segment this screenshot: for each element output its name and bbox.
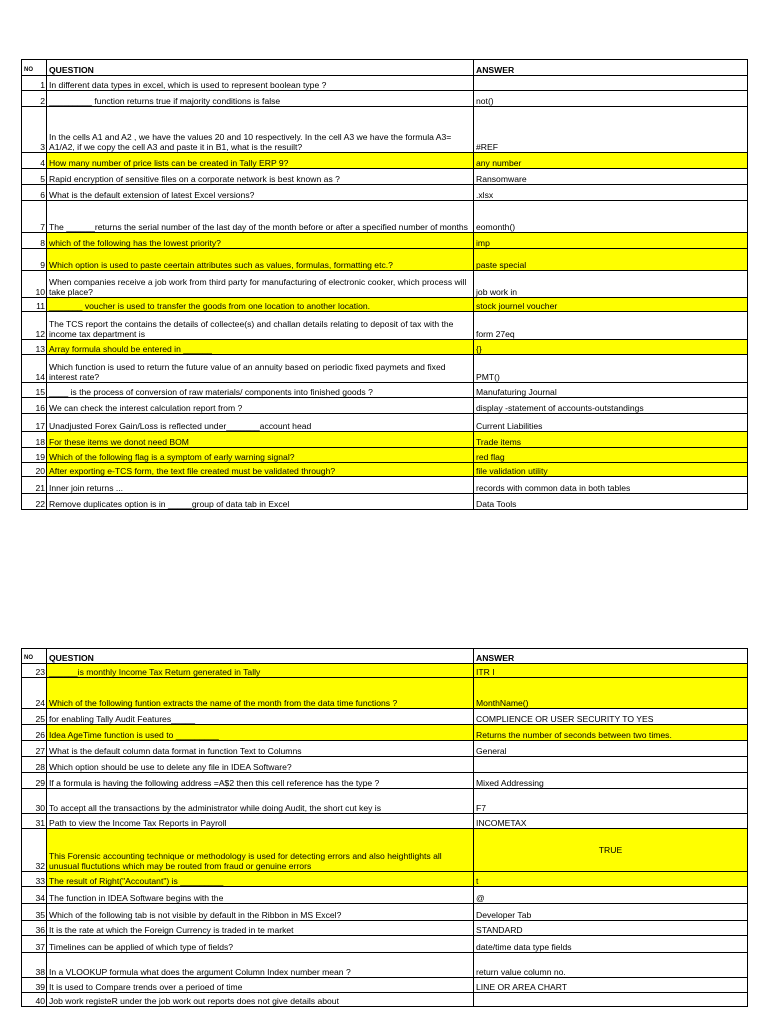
table-row	[22, 448, 748, 463]
question-cell: This Forensic accounting technique or methodology is used for detecting errors and also heightlights all unusual fluctutions which may be routed from fraud or genuine errors	[47, 829, 474, 872]
row-no: 7	[22, 201, 47, 233]
table-row	[22, 887, 748, 904]
table-row	[22, 398, 748, 414]
answer-cell: form 27eq	[474, 312, 748, 340]
table-row	[22, 298, 748, 312]
row-no: 32	[22, 829, 47, 872]
question-cell: When companies receive a job work from third party for manufacturing of electronic cooker, which process will take place?	[47, 271, 474, 298]
row-no: 1	[22, 76, 47, 91]
question-cell: The ______returns the serial number of the last day of the month before or after a specified number of months	[47, 201, 474, 233]
row-no: 19	[22, 448, 47, 463]
question-cell: Inner join returns ...	[47, 477, 474, 494]
question-cell: Path to view the Income Tax Reports in Payroll	[47, 814, 474, 829]
table-row	[22, 233, 748, 249]
answer-cell: ITR I	[474, 664, 748, 678]
table-row	[22, 936, 748, 953]
row-no: 39	[22, 978, 47, 993]
table-row	[22, 709, 748, 725]
row-no: 34	[22, 887, 47, 904]
table-row	[22, 757, 748, 773]
answer-cell: not()	[474, 91, 748, 107]
answer-cell: job work in	[474, 271, 748, 298]
table-row	[22, 921, 748, 936]
table-row	[22, 993, 748, 1007]
table-row	[22, 725, 748, 741]
table-row	[22, 904, 748, 921]
table-row	[22, 91, 748, 107]
row-no: 33	[22, 872, 47, 887]
answer-cell: Mixed Addressing	[474, 773, 748, 789]
row-no: 31	[22, 814, 47, 829]
table-row	[22, 383, 748, 398]
answer-cell: Data Tools	[474, 494, 748, 510]
answer-cell: {}	[474, 340, 748, 355]
row-no: 3	[22, 107, 47, 153]
row-no: 11	[22, 298, 47, 312]
row-no: 8	[22, 233, 47, 249]
row-no: 26	[22, 725, 47, 741]
answer-cell: #REF	[474, 107, 748, 153]
row-no: 40	[22, 993, 47, 1007]
row-no: 29	[22, 773, 47, 789]
question-cell: Which of the following tab is not visible by default in the Ribbon in MS Excel?	[47, 904, 474, 921]
answer-cell: return value column no.	[474, 953, 748, 978]
header-row	[22, 60, 748, 76]
answer-cell: Developer Tab	[474, 904, 748, 921]
row-no: 25	[22, 709, 47, 725]
table-row	[22, 953, 748, 978]
question-cell: Rapid encryption of sensitive files on a corporate network is best known as ?	[47, 169, 474, 185]
table-row	[22, 829, 748, 872]
answer-cell: Trade items	[474, 432, 748, 448]
question-cell: Timelines can be applied of which type of fields?	[47, 936, 474, 953]
answer-cell: PMT()	[474, 355, 748, 383]
table-row	[22, 185, 748, 201]
row-no: 18	[22, 432, 47, 448]
row-no: 21	[22, 477, 47, 494]
question-cell: After exporting e-TCS form, the text file created must be validated through?	[47, 463, 474, 477]
answer-cell: red flag	[474, 448, 748, 463]
table-row	[22, 153, 748, 169]
row-no: 5	[22, 169, 47, 185]
row-no: 6	[22, 185, 47, 201]
question-cell: We can check the interest calculation report from ?	[47, 398, 474, 414]
row-no: 37	[22, 936, 47, 953]
answer-cell: STANDARD	[474, 921, 748, 936]
row-no: 17	[22, 414, 47, 432]
answer-cell: COMPLIENCE OR USER SECURITY TO YES	[474, 709, 748, 725]
table-row	[22, 107, 748, 153]
header-question: QUESTION	[47, 60, 474, 76]
answer-cell: MonthName()	[474, 678, 748, 709]
table-row	[22, 872, 748, 887]
question-cell: ____ is the process of conversion of raw materials/ components into finished goods ?	[47, 383, 474, 398]
header-answer: ANSWER	[474, 60, 748, 76]
answer-cell: .xlsx	[474, 185, 748, 201]
question-cell: In a VLOOKUP formula what does the argument Column Index number mean ?	[47, 953, 474, 978]
question-cell: If a formula is having the following address =A$2 then this cell reference has the type ?	[47, 773, 474, 789]
row-no: 35	[22, 904, 47, 921]
table-row	[22, 312, 748, 340]
answer-cell: F7	[474, 789, 748, 814]
answer-cell: t	[474, 872, 748, 887]
question-cell: The TCS report the contains the details of collectee(s) and challan details relating to deposit of tax with the income tax department is	[47, 312, 474, 340]
quiz-table-2	[21, 648, 748, 1007]
row-no: 24	[22, 678, 47, 709]
row-no: 10	[22, 271, 47, 298]
row-no: 23	[22, 664, 47, 678]
question-cell: Which option is used to paste ceertain attributes such as values, formulas, formatting etc.?	[47, 249, 474, 271]
question-cell: Unadjusted Forex Gain/Loss is reflected under_______account head	[47, 414, 474, 432]
table-row	[22, 463, 748, 477]
question-cell: Which of the following flag is a symptom of early warning signal?	[47, 448, 474, 463]
answer-cell: Manufaturing Journal	[474, 383, 748, 398]
table-row	[22, 814, 748, 829]
question-cell: What is the default column data format in function Text to Columns	[47, 741, 474, 757]
row-no: 4	[22, 153, 47, 169]
answer-cell: LINE OR AREA CHART	[474, 978, 748, 993]
answer-cell: General	[474, 741, 748, 757]
question-cell: The function in IDEA Software begins with the	[47, 887, 474, 904]
question-cell: Which function is used to return the future value of an annuity based on periodic fixed paymets and fixed interest rate?	[47, 355, 474, 383]
row-no: 9	[22, 249, 47, 271]
row-no: 16	[22, 398, 47, 414]
question-cell: ______is monthly Income Tax Return generated in Tally	[47, 664, 474, 678]
answer-cell: file validation utility	[474, 463, 748, 477]
header-question: QUESTION	[47, 649, 474, 664]
question-cell: In the cells A1 and A2 , we have the values 20 and 10 respectively. In the cell A3 we have the formula A3= A1/A2, if we copy the cell A3 and paste it in B1, what is the resuilt?	[47, 107, 474, 153]
answer-cell: eomonth()	[474, 201, 748, 233]
question-cell: It is used to Compare trends over a perioed of time	[47, 978, 474, 993]
answer-cell: Returns the number of seconds between two times.	[474, 725, 748, 741]
question-cell: _______ voucher is used to transfer the goods from one location to another location.	[47, 298, 474, 312]
table-row	[22, 201, 748, 233]
header-row	[22, 649, 748, 664]
answer-cell: Ransomware	[474, 169, 748, 185]
table-row	[22, 741, 748, 757]
answer-cell	[474, 993, 748, 1007]
table-row	[22, 340, 748, 355]
table-row	[22, 773, 748, 789]
answer-cell: @	[474, 887, 748, 904]
question-cell: which of the following has the lowest priority?	[47, 233, 474, 249]
row-no: 2	[22, 91, 47, 107]
header-answer: ANSWER	[474, 649, 748, 664]
row-no: 12	[22, 312, 47, 340]
question-cell: Which option should be use to delete any file in IDEA Software?	[47, 757, 474, 773]
question-cell: Idea AgeTime function is used to _________	[47, 725, 474, 741]
table-row	[22, 789, 748, 814]
answer-cell: date/time data type fields	[474, 936, 748, 953]
answer-cell: INCOMETAX	[474, 814, 748, 829]
answer-cell: display -statement of accounts-outstandings	[474, 398, 748, 414]
table-row	[22, 249, 748, 271]
table-row	[22, 414, 748, 432]
answer-cell: records with common data in both tables	[474, 477, 748, 494]
row-no: 13	[22, 340, 47, 355]
header-no: NO	[22, 60, 47, 76]
row-no: 36	[22, 921, 47, 936]
header-no: NO	[22, 649, 47, 664]
answer-cell: TRUE	[474, 829, 748, 872]
table-row	[22, 76, 748, 91]
table-row	[22, 169, 748, 185]
table-row	[22, 432, 748, 448]
question-cell: Which of the following funtion extracts the name of the month from the data time functions ?	[47, 678, 474, 709]
answer-cell: paste special	[474, 249, 748, 271]
row-no: 20	[22, 463, 47, 477]
question-cell: Array formula should be entered in ______	[47, 340, 474, 355]
question-cell: _________ function returns true if majority conditions is false	[47, 91, 474, 107]
question-cell: What is the default extension of latest Excel versions?	[47, 185, 474, 201]
table-row	[22, 978, 748, 993]
answer-cell	[474, 76, 748, 91]
question-cell: It is the rate at which the Foreign Currency is traded in te market	[47, 921, 474, 936]
question-cell: Remove duplicates option is in _____group of data tab in Excel	[47, 494, 474, 510]
question-cell: How many number of price lists can be created in Tally ERP 9?	[47, 153, 474, 169]
table-row	[22, 477, 748, 494]
table-row	[22, 355, 748, 383]
row-no: 27	[22, 741, 47, 757]
table-row	[22, 678, 748, 709]
answer-cell	[474, 757, 748, 773]
row-no: 14	[22, 355, 47, 383]
question-cell: To accept all the transactions by the administrator while doing Audit, the short cut key is	[47, 789, 474, 814]
quiz-table-1	[21, 59, 748, 510]
question-cell: Job work registeR under the job work out reports does not give details about	[47, 993, 474, 1007]
question-cell: for enabling Tally Audit Features_____	[47, 709, 474, 725]
question-cell: In different data types in excel, which is used to represent boolean type ?	[47, 76, 474, 91]
answer-cell: imp	[474, 233, 748, 249]
row-no: 30	[22, 789, 47, 814]
answer-cell: Current Liabilities	[474, 414, 748, 432]
table-row	[22, 494, 748, 510]
row-no: 22	[22, 494, 47, 510]
question-cell: For these items we donot need BOM	[47, 432, 474, 448]
answer-cell: stock journel voucher	[474, 298, 748, 312]
answer-cell: any number	[474, 153, 748, 169]
row-no: 38	[22, 953, 47, 978]
row-no: 28	[22, 757, 47, 773]
question-cell: The result of Right("Accoutant") is _________	[47, 872, 474, 887]
table-row	[22, 271, 748, 298]
table-row	[22, 664, 748, 678]
row-no: 15	[22, 383, 47, 398]
